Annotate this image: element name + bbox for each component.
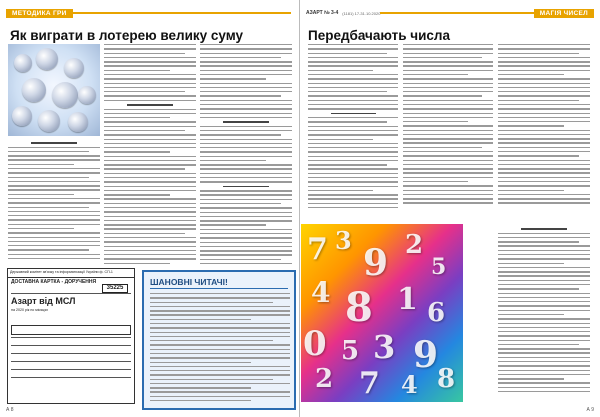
notice-text [150,293,290,407]
subhead-method-3 [223,186,269,188]
subhead-dream-numbers [331,113,376,115]
right-page-header [306,8,594,18]
ticket-title: ДОСТАВНА КАРТКА - ДОРУЧЕННЯ [11,279,97,285]
left-text-column-1 [8,140,100,264]
left-text-column-2 [104,44,196,264]
left-section-label: МЕТОДИКА ГРИ [6,9,73,18]
left-text-column-3 [200,44,292,264]
ticket-months-grid [11,325,131,335]
right-page-number: А 9 [586,407,594,413]
right-section-label: МАГІЯ ЧИСЕЛ [534,9,594,18]
subhead-unlucky-numbers [521,228,567,230]
right-text-column-1 [308,44,398,222]
lottery-balls-image [8,44,100,136]
subhead-popular [31,142,77,144]
subhead-top-ten [127,104,173,106]
issue-number: АЗАРТ № 3-4 [306,10,339,16]
right-text-column-4 [498,226,590,404]
right-text-column-2 [403,44,493,222]
left-page-header [6,8,291,18]
left-page-number: А 8 [6,407,14,413]
right-article-title: Передбачають числа [308,28,450,43]
subhead-method-2 [223,121,269,123]
right-text-column-3 [498,44,590,222]
colorful-numbers-image: 7 3 9 2 5 4 8 1 6 0 5 3 9 2 7 4 8 [301,224,463,402]
issue-date: (1181) 17-31.10.2020 [342,10,381,16]
ticket-code: 35225 [102,284,128,293]
ticket-subline: на 2020 рік по місяцях [11,308,49,312]
subscription-ticket [7,268,135,404]
header-rule [380,12,533,14]
header-rule [73,12,291,14]
ticket-header: Державний комітет зв'язку та інформатизації України ф. СП-1 [8,269,134,278]
readers-notice-box [142,270,296,410]
left-article-title: Як виграти в лотерею велику суму [10,28,244,43]
ticket-publication-name: Азарт від МСЛ [11,296,76,306]
notice-title: ШАНОВНІ ЧИТАЧІ! [150,277,228,287]
